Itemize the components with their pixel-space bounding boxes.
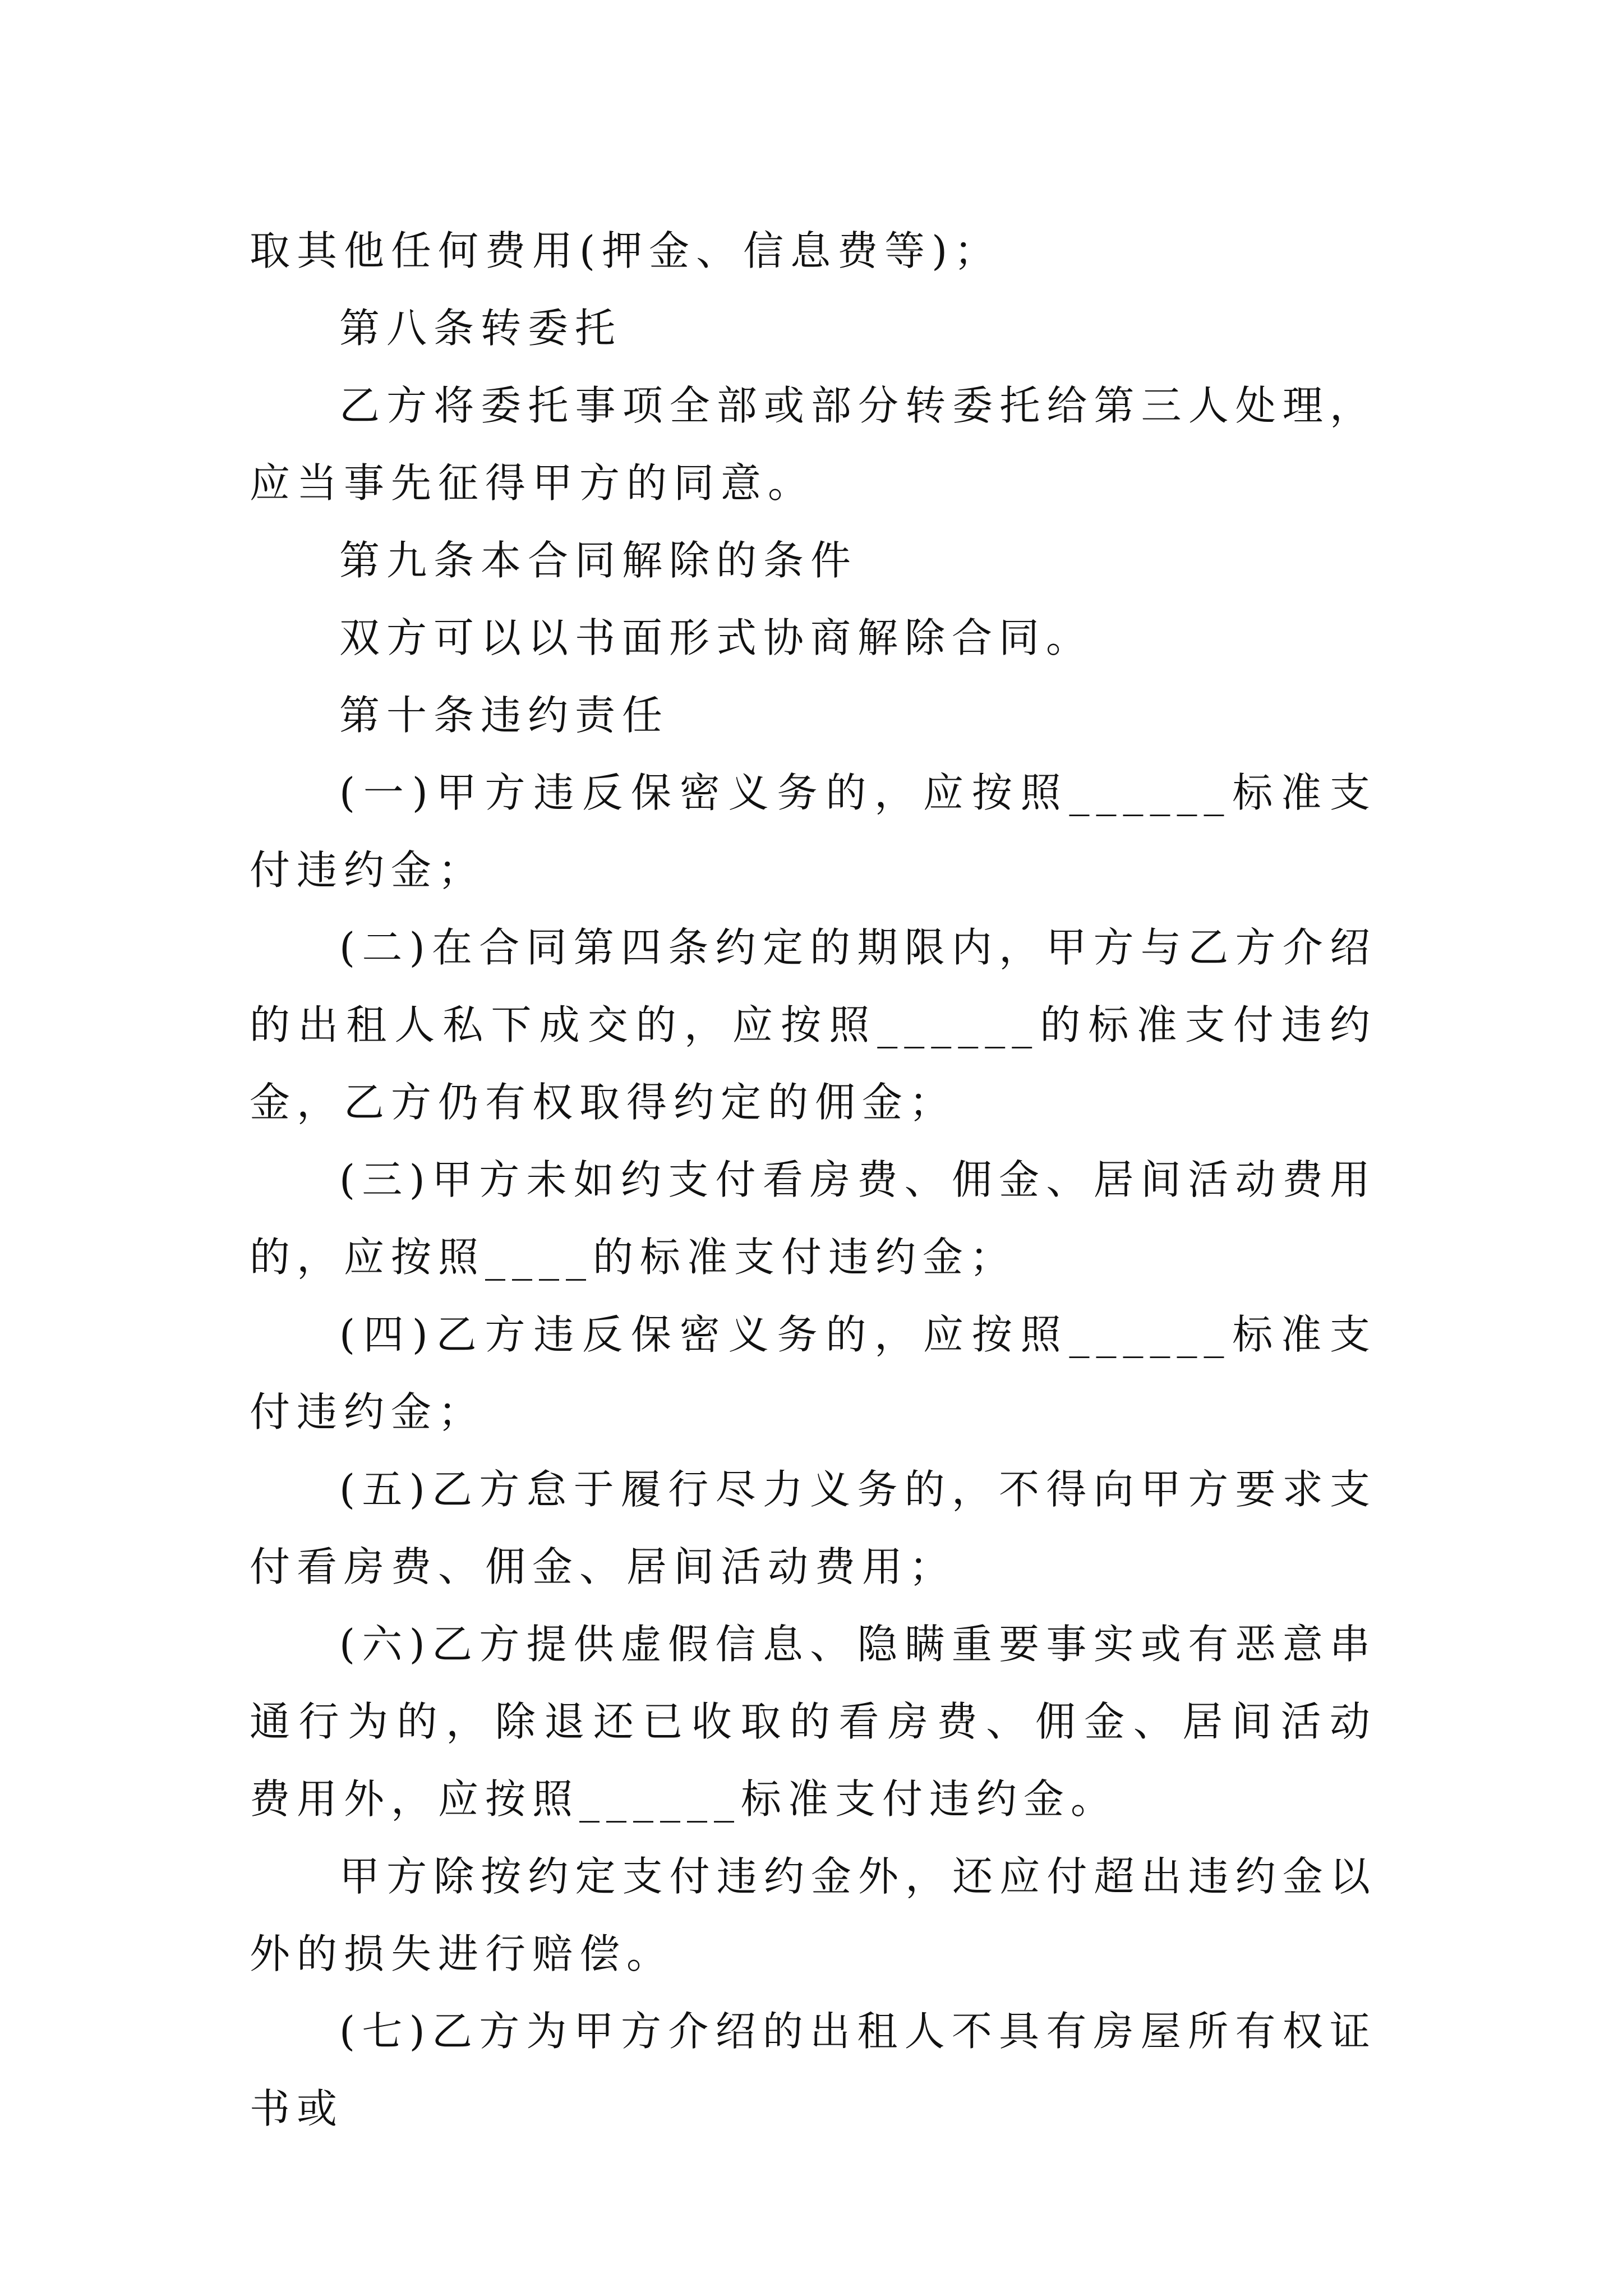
clause-1: (一)甲方违反保密义务的，应按照______标准支付违约金； — [250, 769, 1377, 894]
clause-4: (四)乙方违反保密义务的，应按照______标准支付违约金； — [250, 1311, 1377, 1435]
paragraph-compensation: 甲方除按约定支付违约金外，还应付超出违约金以外的损失进行赔偿。 — [250, 1853, 1377, 1977]
clause-3: (三)甲方未如约支付看房费、佣金、居间活动费用的，应按照____的标准支付违约金； — [250, 1156, 1377, 1281]
document-body — [250, 212, 1377, 2147]
clause-5: (五)乙方怠于履行尽力义务的，不得向甲方要求支付看房费、佣金、居间活动费用； — [250, 1466, 1377, 1590]
paragraph-termination: 双方可以以书面形式协商解除合同。 — [339, 614, 1094, 661]
clause-7: (七)乙方为甲方介绍的出租人不具有房屋所有权证书或 — [250, 2008, 1377, 2132]
paragraph-fees-continuation: 取其他任何费用(押金、信息费等)； — [250, 227, 1002, 274]
heading-article-10: 第十条违约责任 — [339, 692, 670, 739]
clause-2: (二)在合同第四条约定的期限内，甲方与乙方介绍的出租人私下成交的，应按照______的标准支付违约金，乙方仍有权取得约定的佣金； — [250, 924, 1377, 1126]
paragraph-subcontract: 乙方将委托事项全部或部分转委托给第三人处理，应当事先征得甲方的同意。 — [250, 382, 1377, 507]
heading-article-8: 第八条转委托 — [339, 305, 623, 352]
clause-6: (六)乙方提供虚假信息、隐瞒重要事实或有恶意串通行为的，除退还已收取的看房费、佣金、居间活动费用外，应按照______标准支付违约金。 — [250, 1621, 1377, 1823]
heading-article-9: 第九条本合同解除的条件 — [339, 537, 858, 584]
